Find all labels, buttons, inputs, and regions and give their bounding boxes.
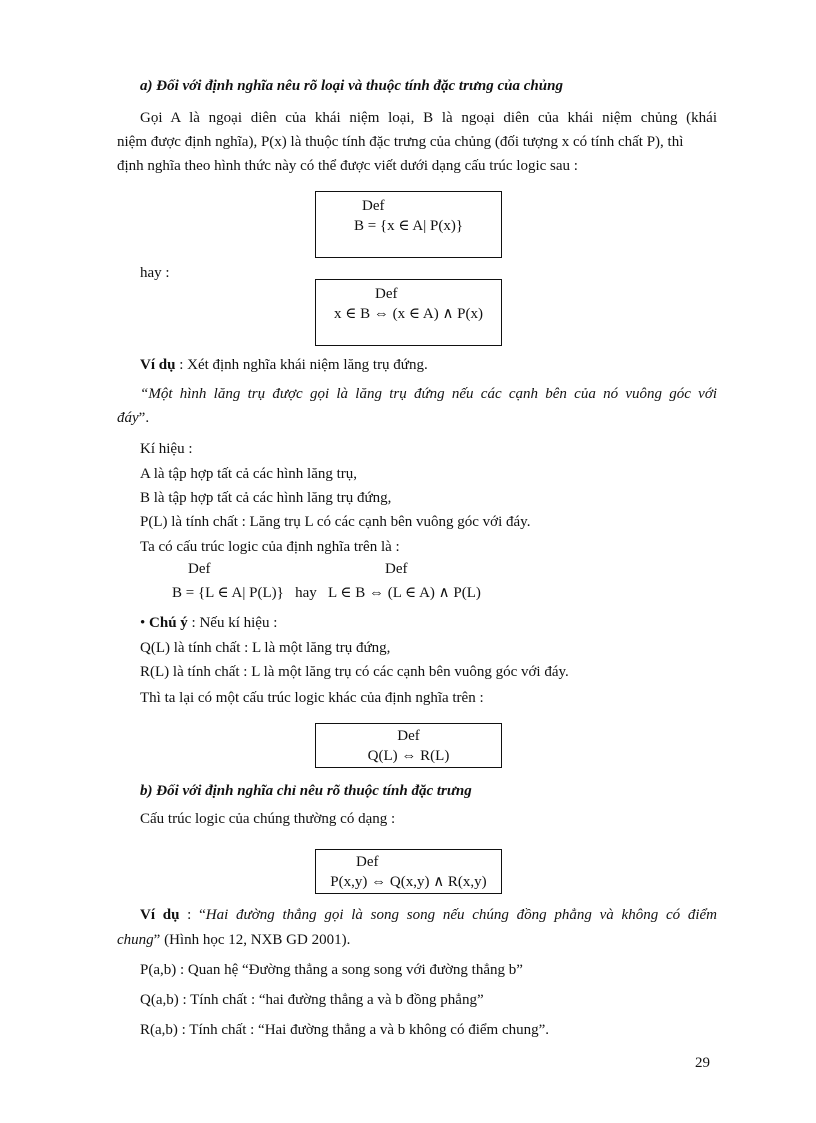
def-label: Def: [397, 728, 420, 744]
relation-line: P(a,b) : Quan hệ “Đường thẳng a song song với đường thẳng b”: [140, 962, 523, 978]
relation-line: Q(a,b) : Tính chất : “hai đường thẳng a và b đồng phẳng”: [140, 992, 484, 1008]
paragraph-line: niệm được định nghĩa), P(x) là thuộc tính đặc trưng của chủng (đối tượng x có tính chất P), thì: [117, 134, 684, 150]
definition-line: Q(L) là tính chất : L là một lăng trụ đứng,: [140, 640, 391, 656]
paragraph-line: định nghĩa theo hình thức này có thể được viết dưới dạng cấu trúc logic sau :: [117, 158, 578, 174]
definition-line: A là tập hợp tất cả các hình lăng trụ,: [140, 466, 358, 482]
quote-italic: đáy: [117, 410, 139, 426]
definition-line: R(L) là tính chất : L là một lăng trụ có các cạnh bên vuông góc với đáy.: [140, 664, 569, 680]
formula: P(x,y) ⇔ Q(x,y) ∧ R(x,y): [330, 874, 487, 890]
formula-box-4: [315, 849, 502, 894]
bullet: •: [140, 615, 146, 631]
relation-line: R(a,b) : Tính chất : “Hai đường thẳng a và b không có điểm chung”.: [140, 1022, 550, 1038]
formula: x ∈ B ⇔ (x ∈ A) ∧ P(x): [333, 306, 484, 322]
def-label: Def: [188, 561, 211, 577]
quote-line: “Một hình lăng trụ được gọi là lăng trụ đứng nếu các cạnh bên của nó vuông góc với: [140, 386, 717, 402]
formula: B = {x ∈ A| P(x)}: [353, 218, 464, 234]
definition-line: B là tập hợp tất cả các hình lăng trụ đứng,: [140, 490, 392, 506]
formula-box-3: [315, 723, 502, 768]
notation-heading: Kí hiệu :: [140, 441, 193, 457]
def-label: Def: [362, 198, 385, 214]
example-label: Ví dụ: [140, 907, 180, 923]
formula-box-2: [315, 279, 502, 346]
example-line: [140, 906, 717, 924]
page-number: 29: [695, 1055, 710, 1071]
formula-box-1: [315, 191, 502, 258]
example-italic: chung: [117, 932, 154, 948]
paragraph-line: Gọi A là ngoại diên của khái niệm loại, B là ngoại diên của khái niệm chủng (khái: [140, 110, 717, 126]
section-a-heading: a) Đối với định nghĩa nêu rõ loại và thuộc tính đặc trưng của chủng: [140, 78, 563, 94]
definition-line: P(L) là tính chất : Lăng trụ L có các cạnh bên vuông góc với đáy.: [140, 514, 531, 530]
def-label: Def: [385, 561, 408, 577]
formula: Q(L) ⇔ R(L): [367, 748, 450, 764]
note-text: : Nếu kí hiệu :: [187, 615, 278, 631]
def-label: Def: [356, 854, 379, 870]
example-label: Ví dụ: [140, 357, 176, 373]
hay-text: hay :: [140, 265, 170, 281]
example-text: : Xét định nghĩa khái niệm lăng trụ đứng.: [175, 357, 428, 373]
note-line: [140, 614, 277, 632]
def-label: Def: [375, 286, 398, 302]
example-line: [140, 356, 428, 374]
section-b-intro: Cấu trúc logic của chúng thường có dạng :: [140, 811, 396, 827]
example-end: ” (Hình học 12, NXB GD 2001).: [153, 932, 351, 948]
section-b-heading: b) Đối với định nghĩa chỉ nêu rõ thuộc tính đặc trưng: [140, 783, 472, 799]
structure-intro: Ta có cấu trúc logic của định nghĩa trên là :: [140, 539, 400, 555]
quote-close: ”.: [138, 410, 150, 426]
other-structure: Thì ta lại có một cấu trúc logic khác của định nghĩa trên :: [140, 690, 484, 706]
example-line-end: [117, 931, 350, 949]
quote-line-end: [117, 409, 149, 427]
example-pre: : “: [179, 907, 206, 923]
note-label: Chú ý: [149, 615, 188, 631]
inline-formula: B = {L ∈ A| P(L)} hay L ∈ B ⇔ (L ∈ A) ∧ P(L): [172, 585, 481, 601]
example-italic: Hai đường thẳng gọi là song song nếu chúng đồng phẳng và không có điểm: [205, 907, 718, 923]
